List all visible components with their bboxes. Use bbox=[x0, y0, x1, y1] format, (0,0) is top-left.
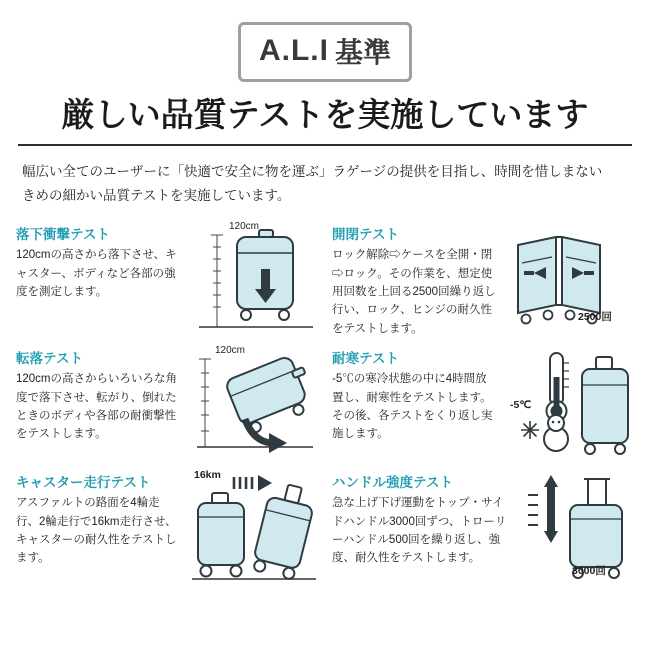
test-card-drop-impact bbox=[16, 223, 318, 341]
page-title-wrap bbox=[16, 96, 634, 134]
lead-line-1: 幅広い全てのユーザーに「快適で安全に物を運ぶ」ラゲージの提供を目指し、時間を惜しまない bbox=[22, 163, 603, 179]
label-tumble-height: 120cm bbox=[215, 345, 246, 357]
tumble-svg bbox=[193, 347, 318, 465]
test-body-open-close: ロック解除⇨ケースを全開・閉⇨ロック。その作業を、想定使用回数を上回る2500回繰り返し行い、ロック、ヒンジの耐久性をテストします。 bbox=[332, 249, 496, 335]
test-title-tumble: 転落テスト bbox=[16, 351, 83, 367]
test-body-caster: アスファルトの路面を4輪走行、2輪走行で16km走行させ、キャスターの耐久性をテストします。 bbox=[16, 497, 177, 565]
test-title-handle: ハンドル強度テスト bbox=[332, 475, 453, 491]
test-title-cold: 耐寒テスト bbox=[332, 351, 399, 367]
lead-line-2: きめの細かい品質テストを実施しています。 bbox=[22, 187, 291, 203]
test-card-handle bbox=[332, 471, 634, 589]
label-drop-height: 120cm bbox=[229, 221, 260, 233]
test-illustration-cold bbox=[504, 347, 634, 465]
test-body-cold: -5℃の寒冷状態の中に4時間放置し、耐寒性をテストします。その後、各テストをくり返し実施します。 bbox=[332, 373, 493, 441]
test-title-open-close: 開閉テスト bbox=[332, 227, 399, 243]
test-body-tumble: 120cmの高さからいろいろな角度で落下させ、転がり、倒れたときのボディや各部の耐衝撃性をテストします。 bbox=[16, 373, 178, 441]
label-open-close-count: 2500回 bbox=[578, 311, 612, 324]
test-text-cold bbox=[332, 347, 498, 444]
test-text-caster bbox=[16, 471, 182, 568]
test-card-caster bbox=[16, 471, 318, 589]
brand-badge-row bbox=[16, 0, 634, 82]
test-illustration-drop-impact bbox=[193, 223, 318, 341]
test-illustration-handle bbox=[514, 471, 634, 589]
brand-standard-label: 基準 bbox=[334, 37, 391, 68]
test-title-drop-impact: 落下衝撃テスト bbox=[16, 227, 110, 243]
page-title: 厳しい品質テストを実施しています bbox=[61, 96, 589, 133]
label-caster-distance: 16km bbox=[194, 469, 221, 482]
test-card-open-close bbox=[332, 223, 634, 341]
test-illustration-open-close bbox=[504, 223, 634, 341]
test-card-tumble bbox=[16, 347, 318, 465]
brand-name: A.L.I bbox=[258, 34, 329, 67]
open-close-svg bbox=[504, 223, 634, 341]
lead-paragraph bbox=[22, 160, 628, 207]
tests-grid bbox=[16, 223, 634, 589]
test-text-drop-impact bbox=[16, 223, 187, 301]
test-illustration-caster bbox=[188, 471, 318, 589]
footer-spacer bbox=[16, 589, 634, 597]
title-divider bbox=[18, 144, 632, 146]
caster-svg bbox=[188, 471, 318, 589]
test-text-handle bbox=[332, 471, 508, 568]
test-card-cold bbox=[332, 347, 634, 465]
test-body-drop-impact: 120cmの高さから落下させ、キャスター、ボディなど各部の強度を測定します。 bbox=[16, 249, 177, 298]
label-cold-temperature: -5℃ bbox=[510, 399, 532, 412]
label-handle-count: 3000回 bbox=[572, 565, 606, 578]
test-text-tumble bbox=[16, 347, 187, 444]
test-illustration-tumble bbox=[193, 347, 318, 465]
brand-badge bbox=[238, 22, 412, 82]
test-text-open-close bbox=[332, 223, 498, 338]
drop-impact-svg bbox=[193, 223, 318, 341]
test-title-caster: キャスター走行テスト bbox=[16, 475, 151, 491]
test-body-handle: 急な上げ下げ運動をトップ・サイドハンドル3000回ずつ、トローリーハンドル500回を繰り返し、強度、耐久性をテストします。 bbox=[332, 497, 507, 565]
